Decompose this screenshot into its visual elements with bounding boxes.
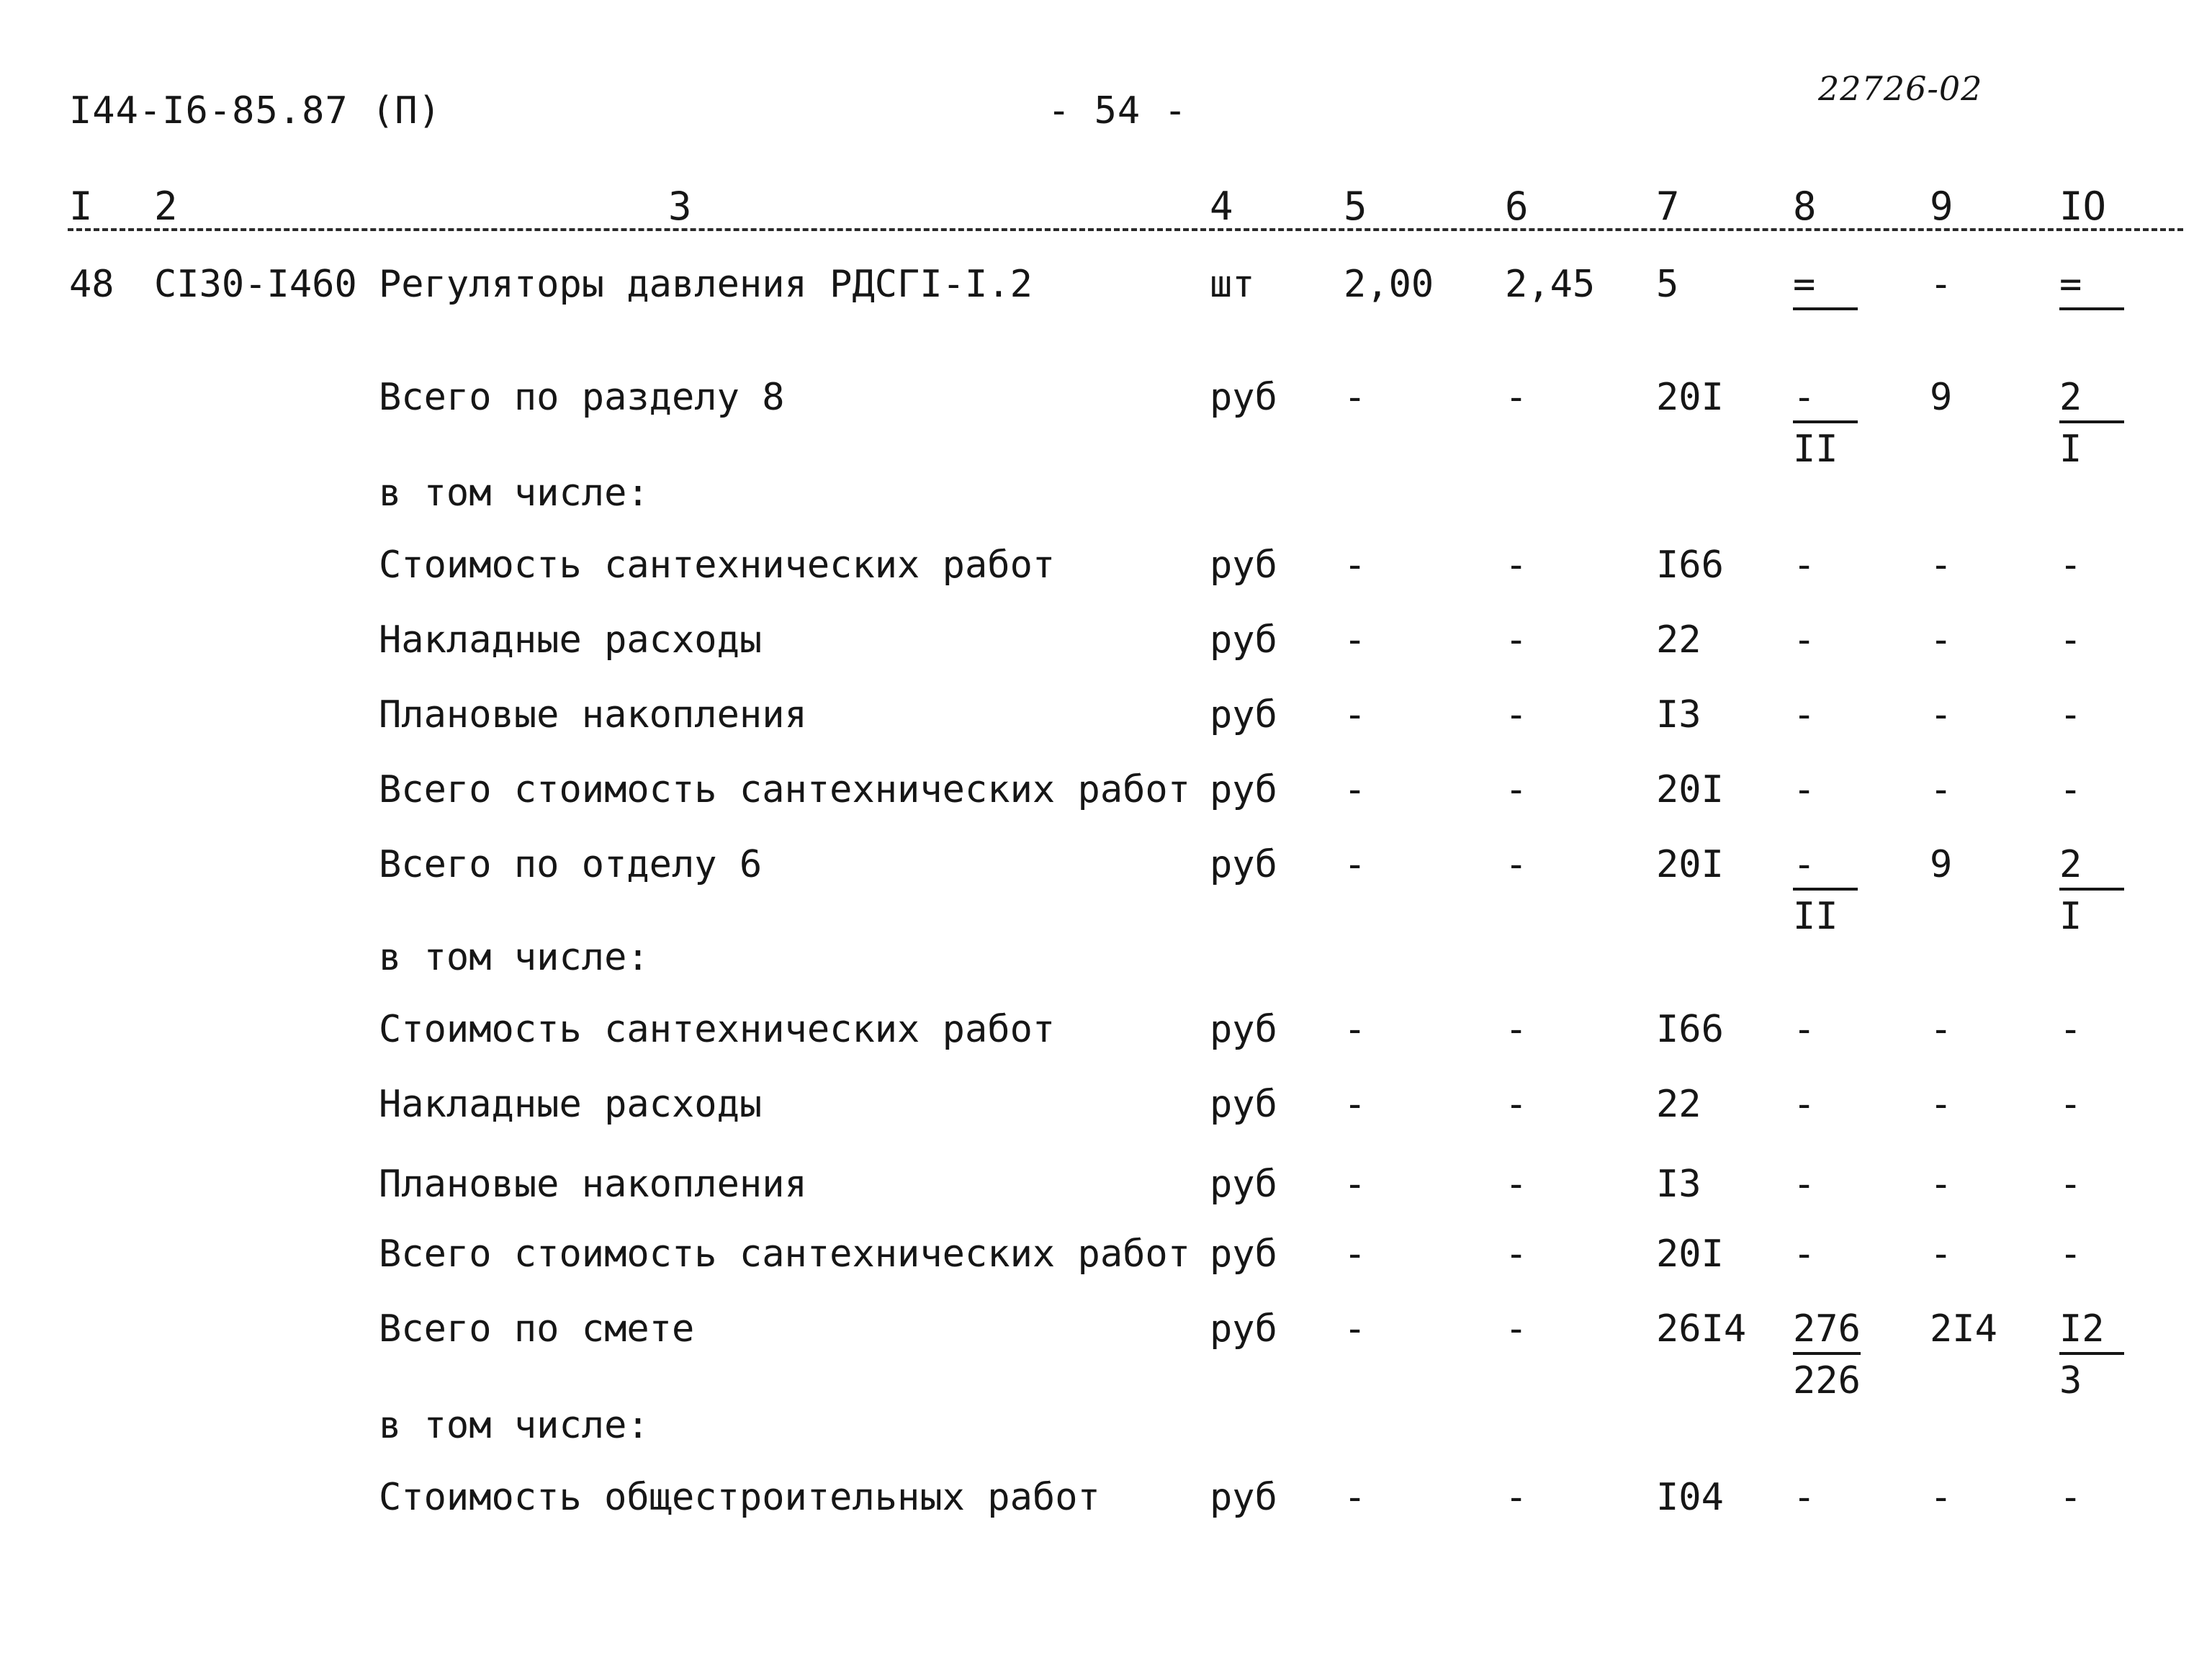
unit-cell: руб [1210, 376, 1277, 419]
col8-fraction [1793, 843, 1858, 938]
col9-cell: - [1930, 1233, 1953, 1276]
col10-cell: - [2059, 693, 2082, 736]
price-cell: - [1505, 618, 1528, 662]
table-row [0, 1163, 2212, 1206]
description-cell: Всего по разделу 8 [379, 376, 785, 419]
qty-cell: 2,00 [1344, 263, 1434, 306]
table-row [0, 1008, 2212, 1051]
col9-cell: - [1930, 618, 1953, 662]
col10-fraction [2059, 263, 2124, 315]
qty-cell: - [1344, 1008, 1367, 1051]
table-row [0, 693, 2212, 736]
column-number: 9 [1930, 184, 1954, 229]
col8-cell: - [1793, 1233, 1816, 1276]
price-cell: - [1505, 544, 1528, 587]
qty-cell: - [1344, 768, 1367, 811]
table-row [0, 1307, 2212, 1402]
table-row [0, 843, 2212, 938]
total-cell: 20I [1656, 843, 1724, 886]
description-cell: Плановые накопления [379, 1163, 807, 1206]
column-number: 7 [1656, 184, 1680, 229]
col9-cell: - [1930, 1476, 1953, 1519]
handwritten-stamp: 22726-02 [1818, 69, 1983, 108]
description-cell: Всего стоимость сантехнических работ [379, 1233, 1191, 1276]
col10-cell: - [2059, 1083, 2082, 1126]
col9-cell: 9 [1930, 376, 1953, 419]
col10-cell: - [2059, 618, 2082, 662]
col10-cell: - [2059, 1233, 2082, 1276]
col9-cell: - [1930, 544, 1953, 587]
price-cell: 2,45 [1505, 263, 1596, 306]
unit-cell: руб [1210, 1008, 1277, 1051]
unit-cell: шт [1210, 263, 1255, 306]
col10-cell: - [2059, 768, 2082, 811]
col10-fraction [2059, 843, 2124, 938]
description-cell: Стоимость сантехнических работ [379, 1008, 1056, 1051]
description-cell: Накладные расходы [379, 1083, 763, 1126]
description-cell: Плановые накопления [379, 693, 807, 736]
total-cell: I66 [1656, 544, 1724, 587]
col8-cell: - [1793, 693, 1816, 736]
unit-cell: руб [1210, 1476, 1277, 1519]
unit-cell: руб [1210, 1233, 1277, 1276]
col8-denominator: II [1793, 428, 1838, 471]
col9-cell: - [1930, 263, 1953, 306]
price-cell: - [1505, 693, 1528, 736]
col8-numerator: 276 [1793, 1307, 1861, 1355]
total-cell: 22 [1656, 1083, 1701, 1126]
qty-cell: - [1344, 1476, 1367, 1519]
col10-fraction [2059, 1307, 2124, 1402]
qty-cell: - [1344, 843, 1367, 886]
description-cell: Всего по смете [379, 1307, 695, 1351]
column-number: 4 [1210, 184, 1233, 229]
qty-cell: - [1344, 618, 1367, 662]
total-cell: 5 [1656, 263, 1679, 306]
description-cell: Стоимость общестроительных работ [379, 1476, 1100, 1519]
unit-cell: руб [1210, 693, 1277, 736]
price-cell: - [1505, 1307, 1528, 1351]
qty-cell: - [1344, 1307, 1367, 1351]
col10-numerator: I2 [2059, 1307, 2124, 1355]
table-row [0, 768, 2212, 811]
price-cell: - [1505, 1083, 1528, 1126]
unit-cell: руб [1210, 544, 1277, 587]
col10-numerator: 2 [2059, 843, 2124, 891]
col10-cell: - [2059, 1476, 2082, 1519]
col9-cell: - [1930, 1083, 1953, 1126]
col8-cell: - [1793, 1008, 1816, 1051]
qty-cell: - [1344, 376, 1367, 419]
col10-cell: - [2059, 1163, 2082, 1206]
total-cell: 20I [1656, 768, 1724, 811]
table-row [0, 1083, 2212, 1126]
col10-numerator: = [2059, 263, 2124, 310]
unit-cell: руб [1210, 1163, 1277, 1206]
table-row [0, 263, 2212, 306]
col9-cell: - [1930, 1163, 1953, 1206]
column-number: 6 [1505, 184, 1529, 229]
total-cell: 20I [1656, 1233, 1724, 1276]
subheading-cell: в том числе: [379, 936, 649, 979]
col9-cell: 2I4 [1930, 1307, 1997, 1351]
column-number: IO [2059, 184, 2107, 229]
total-cell: I04 [1656, 1476, 1724, 1519]
unit-cell: руб [1210, 843, 1277, 886]
column-number: I [69, 184, 93, 229]
description-cell: Накладные расходы [379, 618, 763, 662]
table-row [0, 936, 2212, 979]
unit-cell: руб [1210, 1307, 1277, 1351]
price-cell: - [1505, 768, 1528, 811]
col8-cell: - [1793, 768, 1816, 811]
unit-cell: руб [1210, 618, 1277, 662]
total-cell: I3 [1656, 693, 1701, 736]
price-cell: - [1505, 1008, 1528, 1051]
unit-cell: руб [1210, 1083, 1277, 1126]
description-cell: Стоимость сантехнических работ [379, 544, 1056, 587]
doc-code: I44-I6-85.87 (П) [69, 89, 441, 132]
description-cell: Всего по отделу 6 [379, 843, 763, 886]
col8-fraction [1793, 376, 1858, 471]
table-row [0, 618, 2212, 662]
total-cell: I66 [1656, 1008, 1724, 1051]
col10-denominator: 3 [2059, 1359, 2082, 1402]
subheading-cell: в том числе: [379, 472, 649, 515]
unit-cell: руб [1210, 768, 1277, 811]
col8-numerator: = [1793, 263, 1858, 310]
col8-numerator: - [1793, 843, 1858, 891]
col9-cell: - [1930, 1008, 1953, 1051]
page-number: - 54 - [1048, 89, 1187, 132]
qty-cell: - [1344, 1233, 1367, 1276]
qty-cell: - [1344, 693, 1367, 736]
col8-numerator: - [1793, 376, 1858, 423]
col8-fraction [1793, 263, 1858, 315]
column-number: 5 [1344, 184, 1367, 229]
col10-fraction [2059, 376, 2124, 471]
col10-denominator: I [2059, 895, 2082, 938]
col10-cell: - [2059, 1008, 2082, 1051]
qty-cell: - [1344, 1163, 1367, 1206]
col8-denominator: II [1793, 895, 1838, 938]
description-cell: Всего стоимость сантехнических работ [379, 768, 1191, 811]
price-cell: - [1505, 843, 1528, 886]
total-cell: 22 [1656, 618, 1701, 662]
table-row [0, 1476, 2212, 1519]
col10-denominator: I [2059, 428, 2082, 471]
col8-cell: - [1793, 1083, 1816, 1126]
col8-fraction [1793, 1307, 1861, 1402]
col9-cell: 9 [1930, 843, 1953, 886]
subheading-cell: в том числе: [379, 1404, 649, 1447]
code-cell: CI30-I460 [154, 263, 357, 306]
col9-cell: - [1930, 693, 1953, 736]
total-cell: I3 [1656, 1163, 1701, 1206]
col9-cell: - [1930, 768, 1953, 811]
col10-cell: - [2059, 544, 2082, 587]
table-row [0, 376, 2212, 471]
total-cell: 20I [1656, 376, 1724, 419]
description-cell: Регуляторы давления РДСГI-I.2 [379, 263, 1033, 306]
table-row [0, 1404, 2212, 1447]
table-row [0, 1233, 2212, 1276]
table-row [0, 544, 2212, 587]
col8-cell: - [1793, 1163, 1816, 1206]
item-number: 48 [69, 263, 114, 306]
total-cell: 26I4 [1656, 1307, 1747, 1351]
price-cell: - [1505, 376, 1528, 419]
qty-cell: - [1344, 1083, 1367, 1126]
price-cell: - [1505, 1163, 1528, 1206]
table-row [0, 472, 2212, 515]
column-number: 8 [1793, 184, 1817, 229]
price-cell: - [1505, 1233, 1528, 1276]
price-cell: - [1505, 1476, 1528, 1519]
col8-denominator: 226 [1793, 1359, 1861, 1402]
col10-numerator: 2 [2059, 376, 2124, 423]
column-number: 2 [154, 184, 178, 229]
col8-cell: - [1793, 618, 1816, 662]
qty-cell: - [1344, 544, 1367, 587]
column-number: 3 [668, 184, 692, 229]
col8-cell: - [1793, 1476, 1816, 1519]
col8-cell: - [1793, 544, 1816, 587]
